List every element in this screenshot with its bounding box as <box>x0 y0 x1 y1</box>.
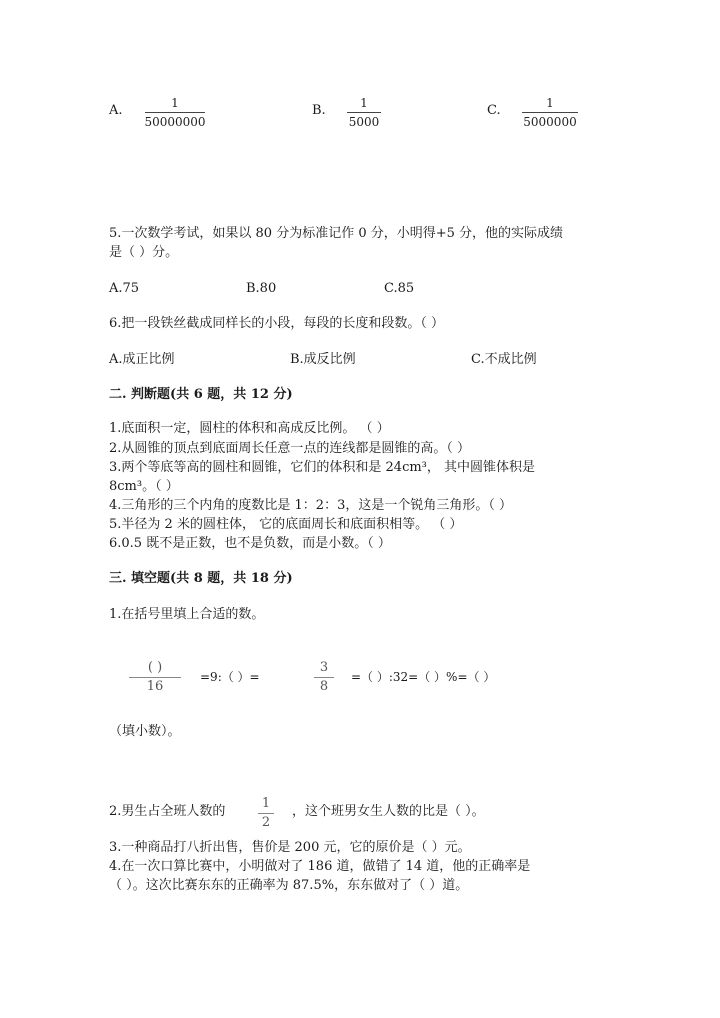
fill-fraction-2-denominator: 8 <box>319 679 329 694</box>
option-c-denominator: 5000000 <box>523 115 577 129</box>
judge-item-2: 2.从圆锥的顶点到底面周长任意一点的连线都是圆锥的高。（ ） <box>109 441 471 456</box>
question-6-option-a: A.成正比例 <box>109 352 175 367</box>
option-c-numerator: 1 <box>546 96 554 110</box>
option-a-label: A. <box>109 103 123 118</box>
judge-item-6: 6.0.5 既不是正数，也不是负数，而是小数。（ ） <box>109 536 391 551</box>
section-3-heading: 三. 填空题(共 8 题，共 18 分) <box>109 571 293 586</box>
question-5-line2: 是（ ）分。 <box>109 245 179 260</box>
judge-item-5: 5.半径为 2 米的圆柱体， 它的底面周长和底面积相等。 （ ） <box>109 517 463 532</box>
option-b-fraction <box>347 96 381 129</box>
option-c-label: C. <box>487 103 501 118</box>
fill-question-2-after: ，这个班男女生人数的比是（ ）。 <box>292 804 485 819</box>
fill-fraction-2-numerator: 3 <box>319 660 329 675</box>
fill-question-1: 1.在括号里填上合适的数。 <box>109 607 265 622</box>
fill-question-2-before: 2.男生占全班人数的 <box>109 804 226 819</box>
section-2-heading: 二. 判断题(共 6 题，共 12 分) <box>109 387 293 402</box>
fill-fraction-1 <box>129 661 181 694</box>
fill-fraction-1-numerator: ( ) <box>147 660 163 675</box>
judge-item-4: 4.三角形的三个内角的度数比是 1：2：3，这是一个锐角三角形。（ ） <box>109 498 512 513</box>
question-5-option-c: C.85 <box>384 281 415 296</box>
judge-item-3-cont: 8cm³。（ ） <box>109 479 179 494</box>
fraction-bar <box>258 813 274 814</box>
fill-question-4-line1: 4.在一次口算比赛中，小明做对了 186 道，做错了 14 道，他的正确率是 <box>109 859 531 874</box>
option-b-label: B. <box>312 103 326 118</box>
fill-question-2-denominator: 2 <box>261 815 271 830</box>
fill-fraction-2 <box>314 661 334 694</box>
option-c-fraction <box>522 96 578 129</box>
question-6-option-c: C.不成比例 <box>471 352 537 367</box>
fill-question-4-line2: （ ）。这次比赛东东的正确率为 87.5%，东东做对了（ ）道。 <box>109 878 469 893</box>
fraction-bar <box>314 677 334 678</box>
option-a-numerator: 1 <box>171 96 179 110</box>
question-5-line1: 5.一次数学考试，如果以 80 分为标准记作 0 分，小明得+5 分，他的实际成绩 <box>109 226 564 241</box>
fill-note: （填小数）。 <box>109 724 181 739</box>
option-b-numerator: 1 <box>360 96 368 110</box>
fraction-bar <box>522 112 578 113</box>
fraction-bar <box>129 677 181 678</box>
judge-item-1: 1.底面积一定，圆柱的体积和高成反比例。 （ ） <box>109 421 390 436</box>
fill-question-2-numerator: 1 <box>261 796 271 811</box>
fill-equation-part-2: =（ ）:32=（ ）%=（ ） <box>351 670 496 684</box>
option-a-fraction <box>145 96 205 129</box>
fill-question-3: 3.一种商品打八折出售，售价是 200 元，它的原价是（ ）元。 <box>109 840 471 855</box>
option-a-denominator: 50000000 <box>144 115 206 129</box>
fraction-bar <box>145 112 205 113</box>
judge-item-3: 3.两个等底等高的圆柱和圆锥，它们的体积和是 24cm³， 其中圆锥体积是 <box>109 460 536 475</box>
fill-equation-part-1: =9:（ ）= <box>200 670 260 684</box>
option-b-denominator: 5000 <box>348 115 380 129</box>
question-5-option-a: A.75 <box>109 281 140 296</box>
fill-fraction-1-denominator: 16 <box>146 679 164 694</box>
question-5-option-b: B.80 <box>246 281 277 296</box>
fraction-bar <box>347 112 381 113</box>
fill-question-2-fraction <box>258 797 274 830</box>
question-6-text: 6.把一段铁丝截成同样长的小段，每段的长度和段数。（ ） <box>109 316 445 331</box>
question-6-option-b: B.成反比例 <box>290 352 356 367</box>
